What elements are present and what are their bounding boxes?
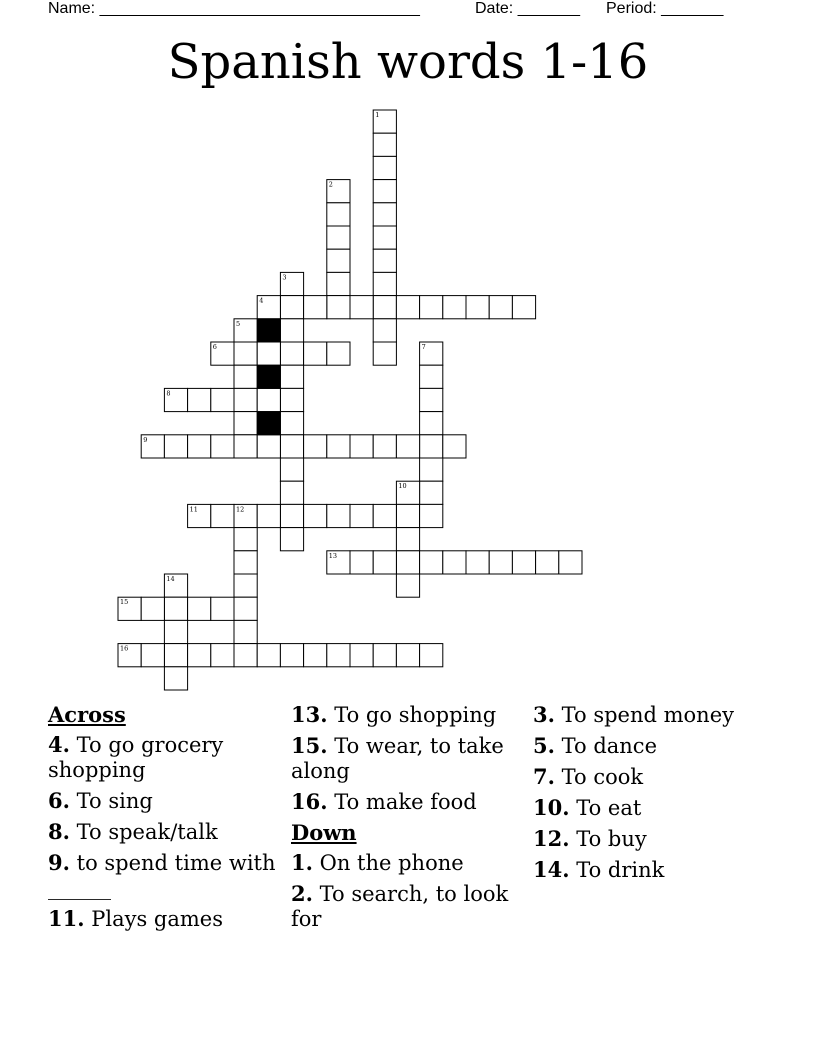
grid-cell[interactable] xyxy=(396,644,419,667)
grid-cell[interactable] xyxy=(327,249,350,272)
grid-block xyxy=(257,365,280,388)
grid-cell[interactable] xyxy=(420,435,443,458)
grid-cell[interactable] xyxy=(304,342,327,365)
grid-cell[interactable] xyxy=(280,435,303,458)
grid-cell[interactable] xyxy=(466,296,489,319)
grid-cell[interactable] xyxy=(234,435,257,458)
clue-number-2: 2 xyxy=(328,180,333,189)
clue-number-6: 6 xyxy=(212,343,217,351)
grid-cell[interactable] xyxy=(350,504,373,527)
grid-cell[interactable] xyxy=(420,551,443,574)
grid-cell[interactable] xyxy=(466,551,489,574)
clue-column-2 xyxy=(291,702,523,937)
grid-cell[interactable] xyxy=(327,342,350,365)
grid-cell[interactable] xyxy=(373,156,396,179)
grid-cell[interactable] xyxy=(420,388,443,411)
grid-cell[interactable] xyxy=(420,644,443,667)
grid-cell[interactable] xyxy=(373,296,396,319)
grid-cell[interactable] xyxy=(164,644,187,667)
clue-across-4: 4. To go grocery shopping xyxy=(48,732,224,782)
clue-number-13: 13 xyxy=(328,551,338,560)
grid-cell[interactable] xyxy=(327,644,350,667)
clue-across-16: 16. To make food xyxy=(291,789,477,814)
grid-cell[interactable] xyxy=(327,296,350,319)
grid-cell[interactable] xyxy=(188,435,211,458)
grid-cell[interactable] xyxy=(512,296,535,319)
grid-cell[interactable] xyxy=(257,435,280,458)
grid-cell[interactable] xyxy=(327,203,350,226)
grid-cell[interactable] xyxy=(396,574,419,597)
grid-cell[interactable] xyxy=(396,504,419,527)
grid-cell[interactable] xyxy=(420,296,443,319)
clue-down-5: 5. To dance xyxy=(533,733,657,758)
grid-cell[interactable] xyxy=(234,342,257,365)
across-heading: Across xyxy=(48,702,126,727)
clue-number-16: 16 xyxy=(120,644,129,653)
clue-number-1: 1 xyxy=(375,111,380,119)
grid-cell[interactable] xyxy=(396,528,419,551)
clue-down-1: 1. On the phone xyxy=(291,850,464,875)
grid-cell[interactable] xyxy=(420,458,443,481)
grid-cell[interactable] xyxy=(443,296,466,319)
clue-number-9: 9 xyxy=(143,435,148,444)
clue-column-1 xyxy=(48,702,280,937)
grid-cell[interactable] xyxy=(164,597,187,620)
grid-cell[interactable] xyxy=(373,249,396,272)
clue-down-10: 10. To eat xyxy=(533,795,642,820)
grid-cell[interactable] xyxy=(257,644,280,667)
grid-cell[interactable] xyxy=(280,365,303,388)
grid-cell[interactable] xyxy=(327,435,350,458)
grid-cell[interactable] xyxy=(420,481,443,504)
grid-cell[interactable] xyxy=(280,388,303,411)
grid-cell[interactable] xyxy=(373,203,396,226)
grid-cell[interactable] xyxy=(164,435,187,458)
clue-number-8: 8 xyxy=(166,389,171,398)
grid-cell[interactable] xyxy=(211,435,234,458)
grid-cell[interactable] xyxy=(304,296,327,319)
grid-cell[interactable] xyxy=(211,644,234,667)
grid-cell[interactable] xyxy=(350,644,373,667)
grid-cell[interactable] xyxy=(350,296,373,319)
clue-number-12: 12 xyxy=(236,505,245,514)
grid-cell[interactable] xyxy=(234,644,257,667)
clue-number-11: 11 xyxy=(189,505,198,514)
grid-cell[interactable] xyxy=(373,133,396,156)
grid-cell[interactable] xyxy=(373,504,396,527)
grid-cell[interactable] xyxy=(234,551,257,574)
name-field-label: Name: ____________________________________ xyxy=(48,0,420,17)
grid-cell[interactable] xyxy=(373,180,396,203)
clue-across-6: 6. To sing xyxy=(48,788,153,813)
clue-across-13: 13. To go shopping xyxy=(291,702,497,727)
grid-cell[interactable] xyxy=(536,551,559,574)
grid-cell[interactable] xyxy=(327,226,350,249)
grid-cell[interactable] xyxy=(373,342,396,365)
clue-number-4: 4 xyxy=(259,296,264,305)
grid-cell[interactable] xyxy=(420,365,443,388)
grid-cell[interactable] xyxy=(280,342,303,365)
grid-cell[interactable] xyxy=(141,597,164,620)
grid-cell[interactable] xyxy=(234,365,257,388)
clue-across-15: 15. To wear, to take along xyxy=(291,733,504,783)
grid-cell[interactable] xyxy=(373,272,396,295)
grid-cell[interactable] xyxy=(373,644,396,667)
clue-number-15: 15 xyxy=(120,598,129,607)
grid-cell[interactable] xyxy=(211,388,234,411)
grid-cell[interactable] xyxy=(373,319,396,342)
grid-cell[interactable] xyxy=(512,551,535,574)
clue-across-11: 11. Plays games xyxy=(48,906,223,931)
clue-across-9: 9. to spend time with ______ xyxy=(48,850,276,900)
grid-cell[interactable] xyxy=(211,597,234,620)
grid-cell[interactable] xyxy=(350,435,373,458)
grid-cell[interactable] xyxy=(489,551,512,574)
grid-cell[interactable] xyxy=(327,272,350,295)
period-field-label: Period: _______ xyxy=(606,0,724,17)
grid-cell[interactable] xyxy=(211,504,234,527)
clue-down-7: 7. To cook xyxy=(533,764,644,789)
grid-cell[interactable] xyxy=(234,388,257,411)
clue-down-2: 2. To search, to look for xyxy=(291,881,509,931)
down-heading: Down xyxy=(291,820,357,845)
grid-cell[interactable] xyxy=(396,551,419,574)
grid-cell[interactable] xyxy=(280,458,303,481)
grid-cell[interactable] xyxy=(188,597,211,620)
grid-cell[interactable] xyxy=(280,481,303,504)
grid-cell[interactable] xyxy=(373,551,396,574)
grid-cell[interactable] xyxy=(234,574,257,597)
grid-block xyxy=(257,412,280,435)
grid-cell[interactable] xyxy=(280,296,303,319)
grid-cell[interactable] xyxy=(304,504,327,527)
clue-down-12: 12. To buy xyxy=(533,826,647,851)
grid-cell[interactable] xyxy=(141,644,164,667)
clue-down-14: 14. To drink xyxy=(533,857,665,882)
grid-cell[interactable] xyxy=(234,620,257,643)
grid-block xyxy=(257,319,280,342)
grid-cell[interactable] xyxy=(396,435,419,458)
grid-cell[interactable] xyxy=(559,551,582,574)
grid-cell[interactable] xyxy=(164,620,187,643)
grid-cell[interactable] xyxy=(188,388,211,411)
clue-number-7: 7 xyxy=(421,343,426,351)
clue-number-3: 3 xyxy=(282,273,287,282)
clue-down-3: 3. To spend money xyxy=(533,702,734,727)
puzzle-title: Spanish words 1-16 xyxy=(167,34,649,90)
clue-number-14: 14 xyxy=(166,575,175,583)
grid-cell[interactable] xyxy=(257,388,280,411)
grid-cell[interactable] xyxy=(304,644,327,667)
grid-cell[interactable] xyxy=(234,597,257,620)
grid-cell[interactable] xyxy=(420,504,443,527)
grid-cell[interactable] xyxy=(443,551,466,574)
grid-cell[interactable] xyxy=(396,296,419,319)
grid-cell[interactable] xyxy=(443,435,466,458)
grid-cell[interactable] xyxy=(420,412,443,435)
grid-cell[interactable] xyxy=(164,667,187,690)
date-field-label: Date: _______ xyxy=(475,0,580,17)
clue-number-5: 5 xyxy=(236,319,241,328)
grid-cell[interactable] xyxy=(280,504,303,527)
clue-across-8: 8. To speak/talk xyxy=(48,819,218,844)
grid-cell[interactable] xyxy=(280,319,303,342)
grid-cell[interactable] xyxy=(280,412,303,435)
grid-cell[interactable] xyxy=(280,644,303,667)
grid-cell[interactable] xyxy=(489,296,512,319)
clue-number-10: 10 xyxy=(398,482,407,491)
grid-cell[interactable] xyxy=(257,342,280,365)
grid-cell[interactable] xyxy=(327,504,350,527)
grid-cell[interactable] xyxy=(188,644,211,667)
grid-cell[interactable] xyxy=(373,226,396,249)
grid-cell[interactable] xyxy=(280,528,303,551)
grid-cell[interactable] xyxy=(257,504,280,527)
grid-cell[interactable] xyxy=(234,412,257,435)
grid-cell[interactable] xyxy=(350,551,373,574)
clue-column-3 xyxy=(533,702,765,888)
grid-cell[interactable] xyxy=(373,435,396,458)
grid-cell[interactable] xyxy=(304,435,327,458)
grid-cell[interactable] xyxy=(234,528,257,551)
